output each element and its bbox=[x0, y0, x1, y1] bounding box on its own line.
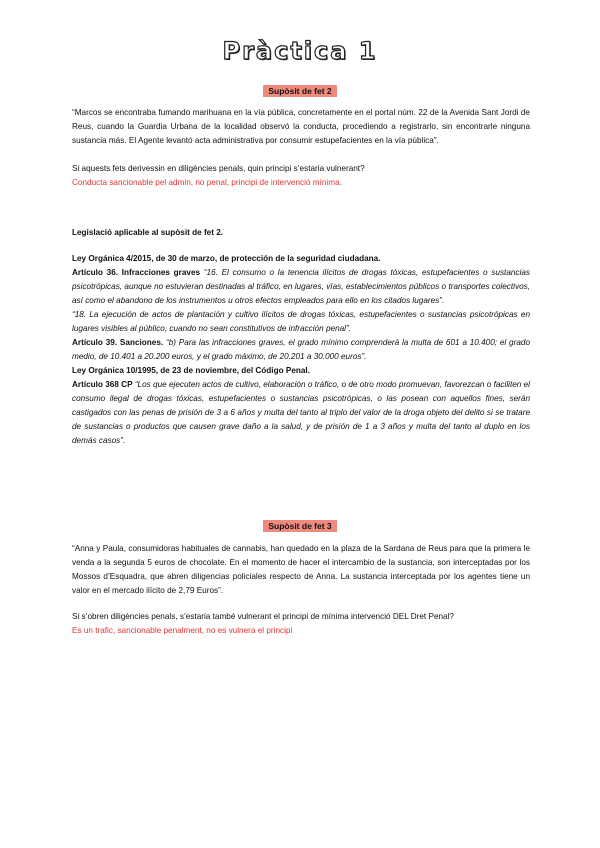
art36-text: “16. El consumo o la tenencia ilícitos de drogas tóxicas, estupefacientes o sustancias psicotrópicas, aunque no estuvieran destinadas al tráfico, en lugares, vías, establecimientos públicos o transportes colectivos, así como el abandono de los instrumentos u otros efectos empleados para ello en los citados lugares”. bbox=[72, 268, 530, 305]
art39-label: Artículo 39. Sanciones. bbox=[72, 338, 164, 347]
case2-qa bbox=[72, 162, 530, 190]
legislation-heading-wrap bbox=[72, 226, 530, 240]
case3-statement bbox=[72, 542, 530, 598]
art39-text: “b) Para las infracciones graves, el grado mínimo comprenderá la multa de 601 a 10.400; el grado medio, de 10.401 a 20.200 euros, y el grado máximo, de 20.201 a 30.000 euros”. bbox=[72, 338, 531, 361]
art368-text: “Los que ejecuten actos de cultivo, elaboración o tráfico, o de otro modo promuevan, favorezcan o faciliten el consumo ilegal de drogas tóxicas, estupefacientes o sustancias psicotrópicas, o las posean con aquellos fines, serán castigados con las penas de prisión de 3 a 6 años y multa del tanto al triplo del valor de la droga objeto del delito si se tratare de sustancias o productos que causen grave daño a la salud, y de prisión de 1 a 3 años y multa del tanto al duplo en los demás casos”. bbox=[72, 380, 530, 445]
page-title: Pràctica 1 bbox=[222, 37, 378, 65]
case2-heading: Supòsit de fet 2 bbox=[263, 85, 336, 97]
case2-statement bbox=[72, 106, 530, 148]
case2-statement-text: “Marcos se encontraba fumando marihuana en la vía pública, concretamente en el portal núm. 22 de la Avenida Sant Jordi de Reus, cuando la Guardia Urbana de la localidad observó la conducta, procediendo a registrarlo, sin encontrarle ninguna sustancia más. El Agente levantó acta administrativa por consumir estupefacientes en la vía pública”. bbox=[72, 108, 530, 145]
case3-heading-wrap bbox=[0, 516, 600, 534]
art36-paragraph bbox=[72, 266, 530, 308]
art39-paragraph bbox=[72, 336, 530, 364]
art368-paragraph bbox=[72, 378, 530, 448]
art36-item18: “18. La ejecución de actos de plantación y cultivo ilícitos de drogas tóxicas, estupefacientes o sustancias psicotrópicas en lugares visibles al público, cuando no sean constitutivos de infracción penal”. bbox=[72, 310, 530, 333]
case2-question: Si aquests fets derivessin en diligències penals, quin principi s’estaria vulnerant? bbox=[72, 164, 365, 173]
case2-heading-wrap bbox=[0, 81, 600, 99]
case3-question: Si s’obren diligències penals, s’estaria també vulnerant el principi de mínima intervenció DEL Dret Penal? bbox=[72, 612, 454, 621]
case3-heading: Supòsit de fet 3 bbox=[263, 520, 336, 532]
law2-title: Ley Orgánica 10/1995, de 23 de noviembre, del Código Penal. bbox=[72, 366, 310, 375]
art36-label: Artículo 36. Infracciones graves bbox=[72, 268, 201, 277]
legislation-body bbox=[72, 252, 530, 448]
case3-qa bbox=[72, 610, 530, 638]
case3-statement-text: “Anna y Paula, consumidoras habituales de cannabis, han quedado en la plaza de la Sardana de Reus para que la primera le venda a la segunda 5 euros de chocolate. En el momento de hacer el intercambio de la sustancia, son interceptadas por los Mossos d’Esquadra, que abren diligencias policiales respecto de Anna. La sustancia interceptada por los agentes tiene un valor en el mercado ilícito de 2,79 Euros”. bbox=[72, 544, 530, 595]
case3-answer: Es un trafic, sancionable penalment, no es vulnera el principi bbox=[72, 626, 293, 635]
art368-label: Artículo 368 CP bbox=[72, 380, 133, 389]
legislation-heading: Legislació aplicable al supòsit de fet 2. bbox=[72, 228, 224, 237]
law1-title: Ley Orgánica 4/2015, de 30 de marzo, de protección de la seguridad ciudadana. bbox=[72, 254, 381, 263]
case2-answer: Conducta sancionable pel admin, no penal, principi de intervenció mínima. bbox=[72, 178, 342, 187]
